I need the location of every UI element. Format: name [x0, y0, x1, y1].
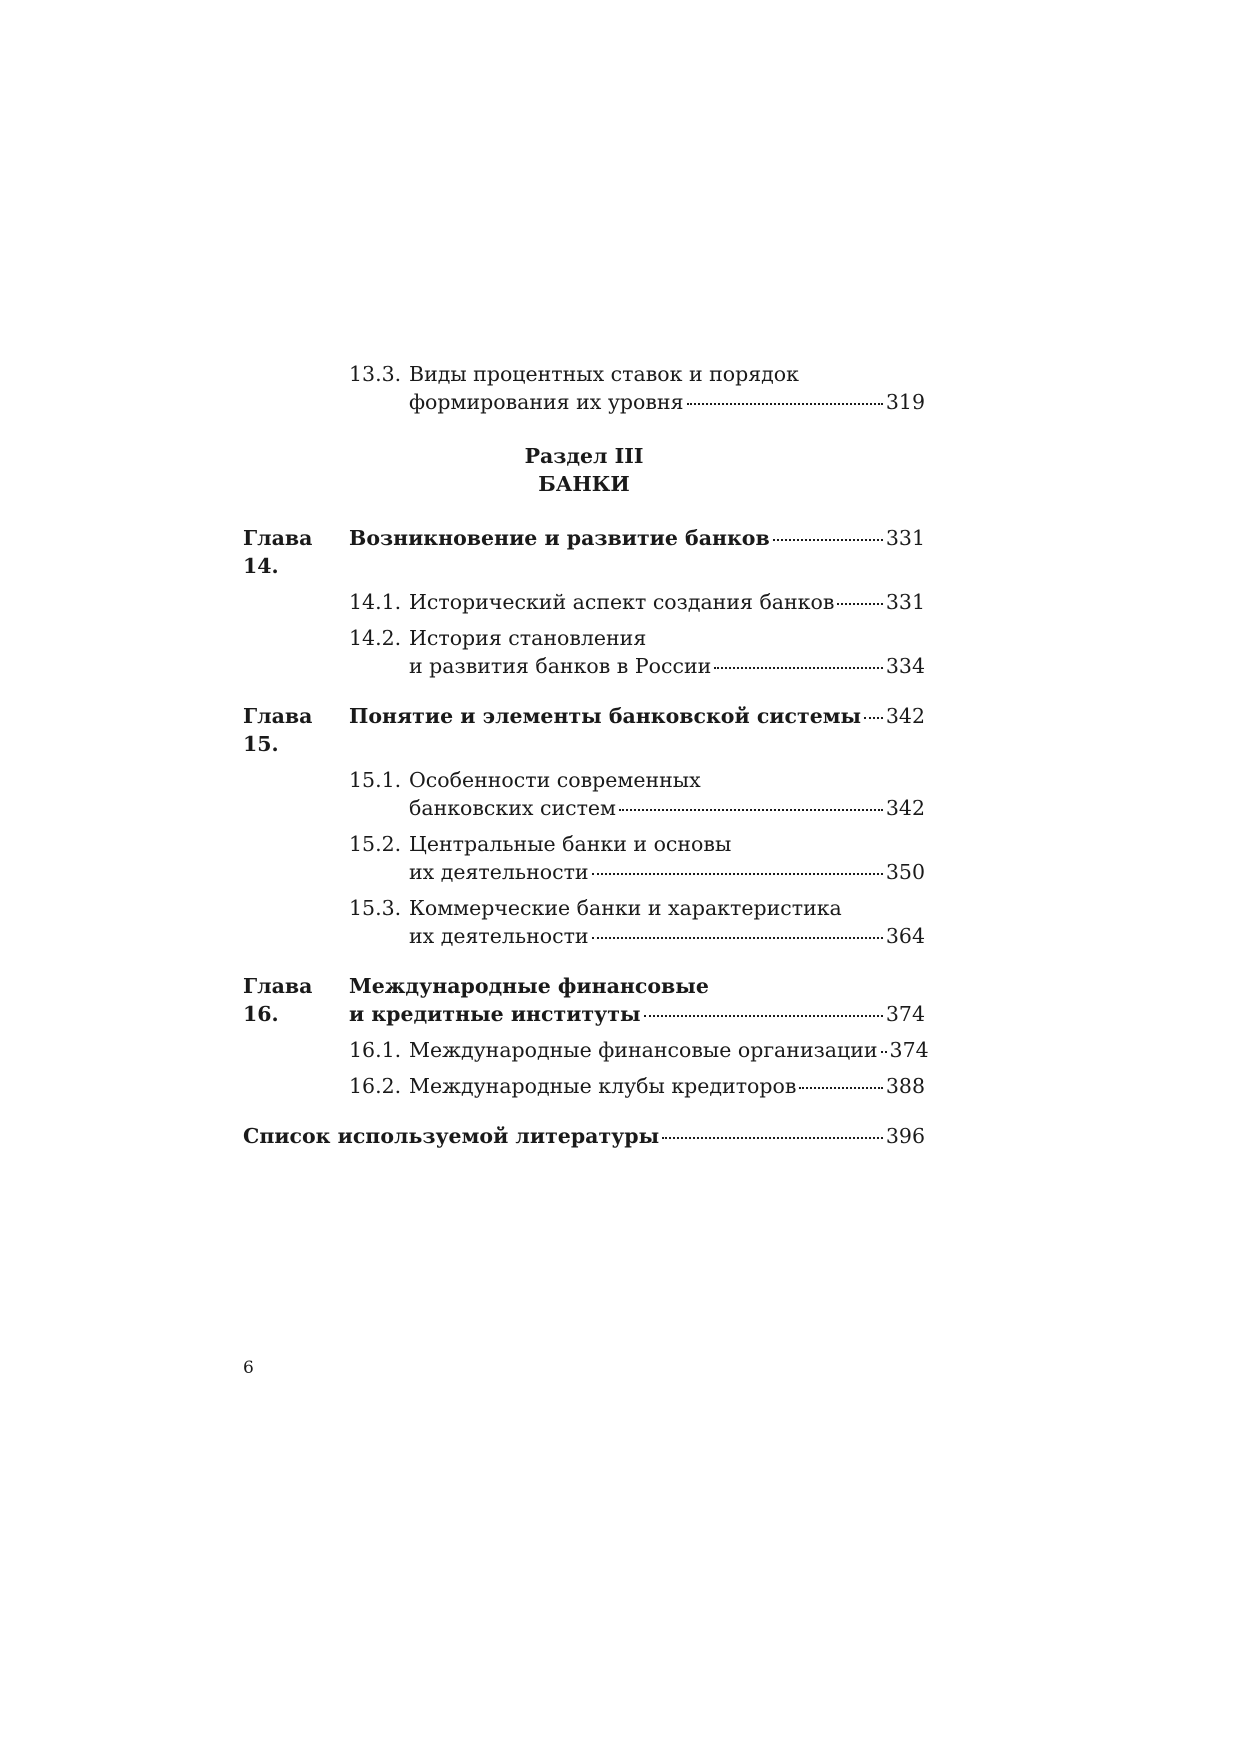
toc-entry-number: 14.1.	[349, 590, 402, 614]
toc-chapter-page: 374	[885, 1002, 925, 1026]
dot-leader	[799, 1087, 882, 1089]
toc-entry-page: 319	[885, 390, 925, 414]
toc-entry-page: 334	[885, 654, 925, 678]
toc-entry-16-1[interactable]	[243, 1036, 929, 1064]
toc-entry-14-2[interactable]	[243, 624, 925, 680]
dot-leader	[592, 937, 883, 939]
toc-entry-page: 364	[885, 924, 925, 948]
toc-entry-number: 13.3.	[349, 362, 402, 386]
toc-chapter-number: Глава 15.	[243, 704, 313, 756]
dot-leader	[644, 1015, 883, 1017]
toc-chapter-14[interactable]	[243, 524, 925, 580]
table-of-contents	[243, 360, 929, 1150]
toc-entry-page: 331	[885, 590, 925, 614]
toc-entry-13-3[interactable]	[243, 360, 925, 416]
toc-literature-title: Список используемой литературы	[243, 1124, 660, 1148]
toc-chapter-title-line2: и кредитные институты	[349, 1002, 641, 1026]
toc-entry-title-line1: Коммерческие банки и характеристика	[409, 896, 842, 920]
toc-entry-page: 342	[885, 796, 925, 820]
toc-entry-number: 16.1.	[349, 1038, 402, 1062]
toc-chapter-number: Глава 14.	[243, 526, 313, 578]
dot-leader	[662, 1137, 883, 1139]
dot-leader	[837, 603, 882, 605]
toc-entry-title-line1: Особенности современных	[409, 768, 701, 792]
section-heading	[243, 442, 925, 498]
toc-entry-15-2[interactable]	[243, 830, 925, 886]
section-label: Раздел III	[524, 444, 644, 468]
toc-entry-page: 374	[889, 1038, 929, 1062]
toc-entry-title-line1: Виды процентных ставок и порядок	[409, 362, 799, 386]
dot-leader	[592, 873, 883, 875]
toc-chapter-15[interactable]	[243, 702, 925, 758]
toc-literature[interactable]	[243, 1122, 925, 1150]
toc-entry-number: 15.1.	[349, 768, 402, 792]
toc-entry-title-line2: и развития банков в России	[409, 654, 712, 678]
toc-entry-number: 14.2.	[349, 626, 402, 650]
dot-leader	[864, 717, 883, 719]
toc-chapter-page: 331	[885, 526, 925, 550]
toc-entry-16-2[interactable]	[243, 1072, 925, 1100]
toc-entry-title-line1: История становления	[409, 626, 647, 650]
toc-entry-title: Международные финансовые организации	[409, 1038, 878, 1062]
toc-entry-title-line2: их деятельности	[409, 924, 589, 948]
page-number: 6	[243, 1358, 254, 1378]
toc-entry-title: Международные клубы кредиторов	[409, 1074, 797, 1098]
toc-entry-number: 15.2.	[349, 832, 402, 856]
toc-entry-15-1[interactable]	[243, 766, 925, 822]
toc-entry-title-line1: Центральные банки и основы	[409, 832, 732, 856]
dot-leader	[714, 667, 883, 669]
toc-chapter-title: Понятие и элементы банковской системы	[349, 704, 862, 728]
toc-entry-page: 350	[885, 860, 925, 884]
toc-literature-page: 396	[885, 1124, 925, 1148]
dot-leader	[619, 809, 883, 811]
section-title: БАНКИ	[538, 472, 630, 496]
toc-chapter-title-line1: Международные финансовые	[349, 974, 709, 998]
toc-entry-14-1[interactable]	[243, 588, 925, 616]
toc-entry-title-line2: их деятельности	[409, 860, 589, 884]
toc-chapter-16[interactable]	[243, 972, 925, 1028]
toc-entry-number: 15.3.	[349, 896, 402, 920]
toc-entry-page: 388	[885, 1074, 925, 1098]
toc-entry-number: 16.2.	[349, 1074, 402, 1098]
toc-entry-title: Исторический аспект создания банков	[409, 590, 835, 614]
toc-entry-title-line2: банковских систем	[409, 796, 617, 820]
toc-entry-title-line2: формирования их уровня	[409, 390, 684, 414]
toc-entry-15-3[interactable]	[243, 894, 925, 950]
toc-chapter-title: Возникновение и развитие банков	[349, 526, 770, 550]
toc-chapter-page: 342	[885, 704, 925, 728]
dot-leader	[687, 403, 883, 405]
dot-leader	[773, 539, 883, 541]
dot-leader	[881, 1051, 887, 1053]
toc-chapter-number: Глава 16.	[243, 974, 313, 1026]
